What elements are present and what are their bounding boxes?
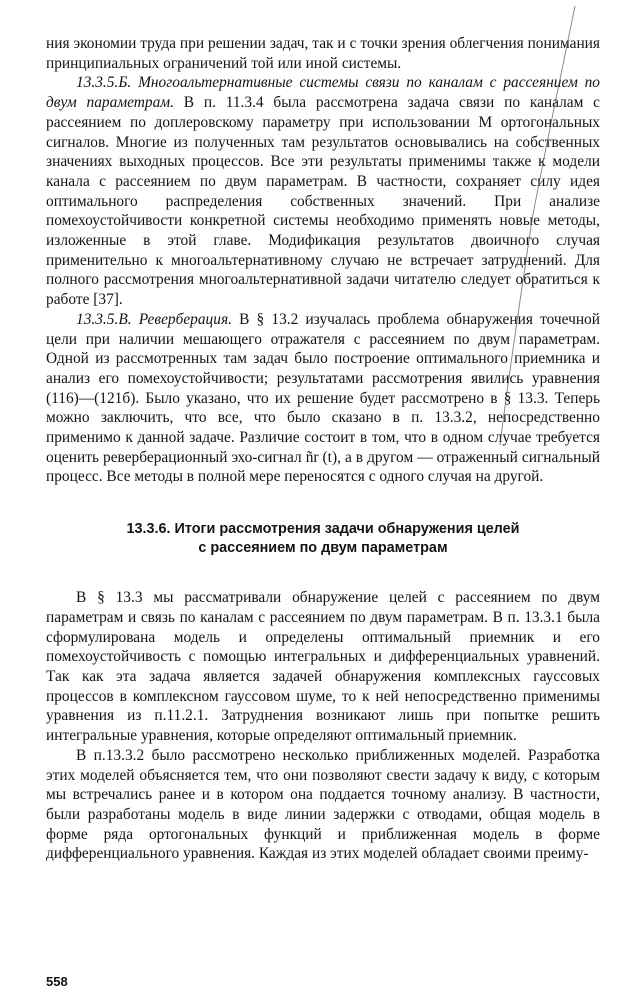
page-number: 558 <box>46 974 68 989</box>
subsection-title-13-3-5-v: 13.3.5.В. Реверберация. <box>76 310 232 328</box>
paragraph-summary-2: В п.13.3.2 было рассмотрено несколько приближенных моделей. Разработка этих моделей объясняется тем, что они позволяют свести задачу к виду, с которым мы встречались ранее и в котором она поддается точному анализу. В частности, были разработаны модель в виде линии задержки с отводами, общая модель в форме ряда ортогональных функций и приближенная модель в форме дифференциального уравнения. Каждая из этих моделей обладает своими преиму- <box>46 746 600 863</box>
paragraph-multialternative-body: В п. 11.3.4 была рассмотрена задача связи по каналам с рассеянием по доплеровскому параметру при использовании M ортогональных сигналов. Многие из полученных там результатов основывались на собственных значениях выходных процессов. Все эти результаты применимы также к модели канала с рассеянием по двум параметрам. В частности, сохраняет силу идея оптимального распределения собственных значений. При анализе помехоустойчивости конкретной системы необходимо применять новые методы, изложенные в этой главе. Модификация результатов двоичного случая применительно к многоальтернативному случаю не встречает затруднений. Для полного рассмотрения многоальтернативной задачи читателю следует обратиться к работе [37]. <box>46 94 600 309</box>
subsection-title-13-3-5-b: 13.3.5.Б. Многоальтернативные системы связи по каналам с рассеянием по двум параметрам. <box>46 74 600 112</box>
page-body <box>46 34 600 864</box>
paragraph-reverberation <box>46 310 600 487</box>
paragraph-multialternative <box>46 73 600 309</box>
paragraph-summary-1: В § 13.3 мы рассматривали обнаружение целей с рассеянием по двум параметрам и связь по каналам с рассеянием по двум параметрам. В п. 13.3.1 была сформулирована модель и определены оптимальный приемник и его помехоустойчивость с помощью интегральных и дифференциальных уравнений. Так как эта задача является задачей обнаружения комплексных гауссовых процессов в комплексном гауссовом шуме, то к ней непосредственно применимы уравнения из п.11.2.1. Затруднения возникают лишь при попытке решить интегральные уравнения, которые определяют оптимальный приемник. <box>46 589 600 745</box>
section-heading-line-1: 13.3.6. Итоги рассмотрения задачи обнаружения целей <box>126 521 520 538</box>
paragraph-reverberation-body: В § 13.2 изучалась проблема обнаружения точечной цели при наличии мешающего отражателя с рассеянием по двум параметрам. Одной из рассмотренных там задач было построение оптимального приемника и анализ его помехоустойчивости; результатами рассмотрения явились уравнения (116)—(121б). Было указано, что их решение будет рассмотрено в § 13.3. Теперь можно заключить, что все, что было сказано в п. 13.3.2, непосредственно применимо к данной задаче. Различие состоит в том, что в одном случае требуется оценить реверберационный эхо-сигнал ñr (t), а в другом — отраженный сигнальный процесс. Все методы в полной мере переносятся с одного случая на другой. <box>46 310 600 486</box>
paragraph-continuation: ния экономии труда при решении задач, так и с точки зрения облегчения понимания принципиальных ограничений той или иной системы. <box>46 35 600 72</box>
section-heading-line-2: с рассеянием по двум параметрам <box>198 540 448 557</box>
section-heading-13-3-6 <box>46 520 600 558</box>
